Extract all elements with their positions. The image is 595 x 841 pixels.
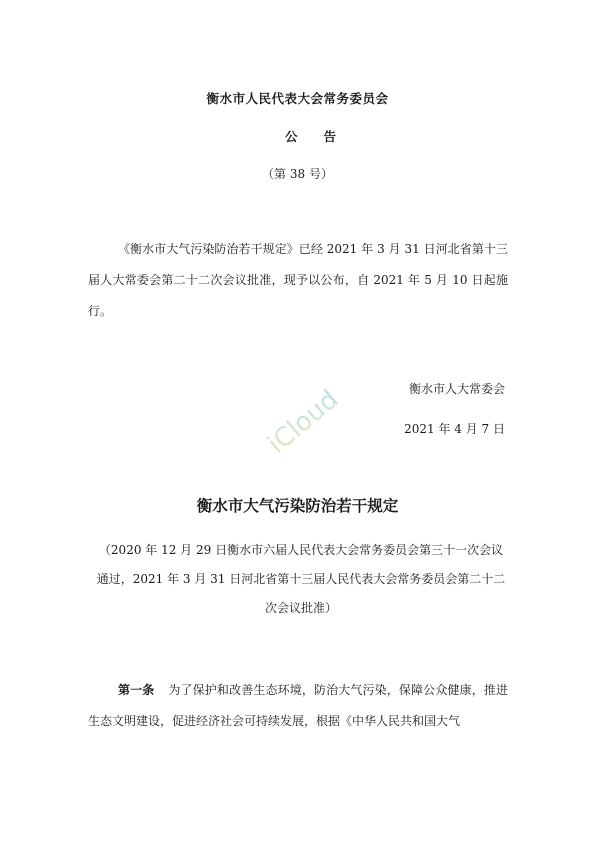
article-label: 第一条 [118, 683, 155, 697]
article-one [88, 675, 508, 737]
announcement-number: （第 38 号） [262, 167, 333, 181]
icloud-watermark-icon [254, 378, 354, 468]
passage-note: （2020 年 12 月 29 日衡水市六届人民代表大会常务委员会第三十一次会议通过，2021 年 3 月 31 日河北省第十三届人民代表大会常务委员会第二十二次会议批准） [96, 543, 506, 615]
regulation-title: 衡水市大气污染防治若干规定 [196, 497, 399, 515]
announcement-date: 2021 年 4 月 7 日 [404, 422, 505, 436]
signer: 衡水市人大常委会 [408, 382, 505, 396]
notice-heading: 公告 [284, 129, 362, 144]
announcement-body: 《衡水市大气污染防治若干规定》已经 2021 年 3 月 31 日河北省第十三届人大常委会第二十二次会议批准，现予以公布，自 2021 年 5 月 10 日起施行。 [88, 242, 508, 318]
watermark-text: iCloud [262, 384, 345, 460]
article-text: 为了保护和改善生态环境，防治大气污染，保障公众健康，推进生态文明建设，促进经济社会可持续发展，根据《中华人民共和国大气 [88, 683, 508, 728]
issuer-heading: 衡水市人民代表大会常务委员会 [206, 91, 389, 106]
